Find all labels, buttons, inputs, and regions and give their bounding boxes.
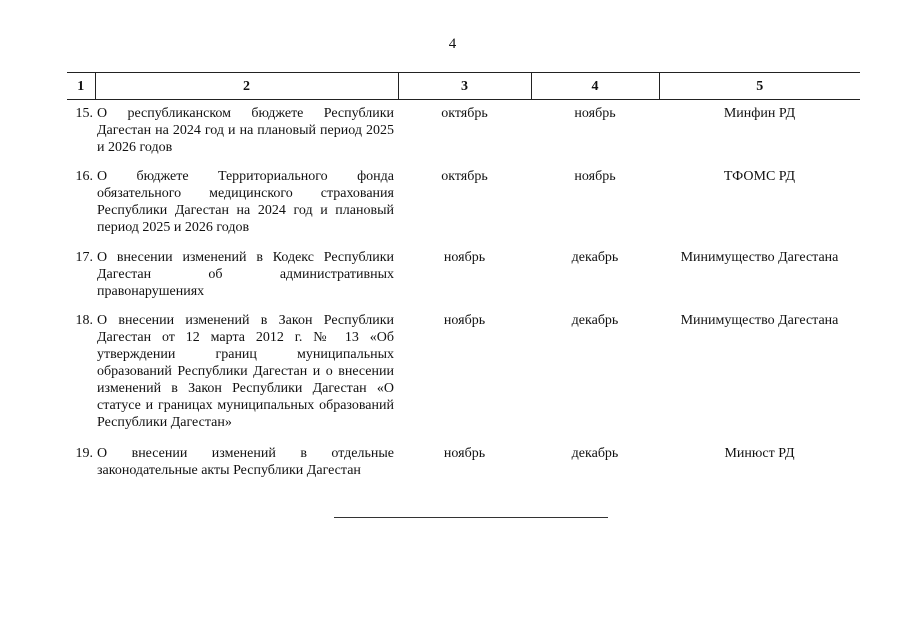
bill-title: О внесении изменений в Закон Республики Дагестан от 12 марта 2012 г. № 13 «Об утверждении границ муниципальных образований Республики Дагестан и о внесении изменений в Закон Республики Дагестан «О статусе и границах муниципальных образований Республики Дагестан»	[97, 313, 394, 430]
legislation-plan-table	[67, 72, 860, 485]
row-number: 18.	[75, 313, 93, 328]
table-row	[67, 244, 860, 307]
review-month: ноябрь	[574, 169, 616, 184]
bill-title: О бюджете Территориального фонда обязательного медицинского страхования Республики Дагестан на 2024 год и плановый период 2025 и 2026 годов	[97, 169, 394, 235]
submission-month: ноябрь	[443, 250, 486, 265]
header-col-3: 3	[398, 73, 531, 100]
table-row	[67, 163, 860, 244]
row-number: 16.	[75, 169, 93, 184]
table-row	[67, 100, 860, 164]
responsible-body: Минимущество Дагестана	[680, 313, 839, 328]
responsible-body: ТФОМС РД	[723, 169, 796, 184]
header-col-5: 5	[659, 73, 860, 100]
end-of-document-line	[334, 517, 608, 518]
bill-title: О внесении изменений в отдельные законодательные акты Республики Дагестан	[97, 446, 394, 478]
header-row	[67, 73, 860, 100]
bill-title: О республиканском бюджете Республики Дагестан на 2024 год и на плановый период 2025 и 2026 годов	[97, 106, 394, 155]
submission-month: ноябрь	[443, 446, 486, 461]
submission-month: октябрь	[441, 169, 488, 184]
responsible-body: Минюст РД	[724, 446, 795, 461]
header-col-2: 2	[95, 73, 398, 100]
table-header	[67, 73, 860, 100]
submission-month: октябрь	[441, 106, 488, 121]
table-row	[67, 307, 860, 440]
row-number: 19.	[75, 446, 93, 461]
submission-month: ноябрь	[443, 313, 486, 328]
header-col-4: 4	[531, 73, 659, 100]
row-number: 15.	[75, 106, 93, 121]
table-row	[67, 440, 860, 485]
review-month: декабрь	[571, 446, 619, 461]
header-col-1: 1	[67, 73, 95, 100]
page-number: 4	[448, 36, 457, 52]
review-month: декабрь	[571, 313, 619, 328]
review-month: декабрь	[571, 250, 619, 265]
review-month: ноябрь	[574, 106, 616, 121]
responsible-body: Минимущество Дагестана	[680, 250, 839, 265]
row-number: 17.	[75, 250, 93, 265]
bill-title: О внесении изменений в Кодекс Республики Дагестан об административных правонарушениях	[97, 250, 394, 299]
table-body	[67, 100, 860, 486]
responsible-body: Минфин РД	[723, 106, 796, 121]
